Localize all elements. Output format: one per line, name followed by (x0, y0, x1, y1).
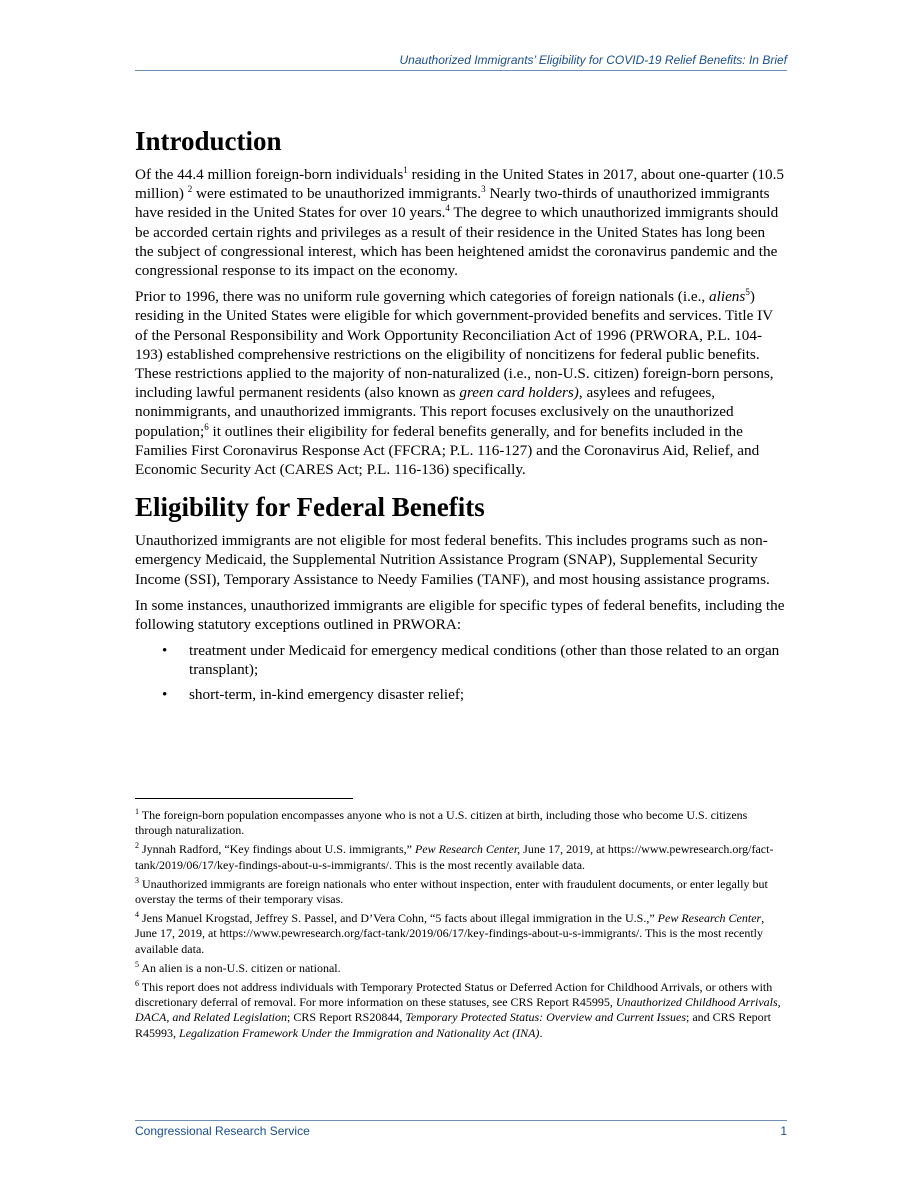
bullet-icon: • (162, 685, 168, 703)
text-run: were estimated to be unauthorized immigrants. (192, 185, 482, 203)
footnote-text: Jens Manuel Krogstad, Jeffrey S. Passel, and D’Vera Cohn, “5 facts about illegal immigration in the U.S.,” (139, 911, 658, 926)
text-run: it outlines their eligibility for federal benefits generally, and for benefits included in the Families First Coronavirus Response Act (FFCRA; P.L. 116-127) and the Coronavirus Aid, Relief, and Economic Security Act (CARES Act; P.L. 116-136) specifically. (135, 422, 760, 479)
exceptions-list (135, 641, 787, 704)
footnote-ref-1[interactable]: 1 (403, 164, 408, 175)
intro-paragraph-2 (135, 287, 787, 479)
eligibility-paragraph-2: In some instances, unauthorized immigrants are eligible for specific types of federal benefits, including the following statutory exceptions outlined in PRWORA: (135, 596, 785, 634)
footnote-5 (135, 961, 787, 976)
report-title: Legalization Framework Under the Immigration and Nationality Act (INA) (179, 1025, 540, 1040)
footnote-number: 3 (135, 875, 139, 885)
footnote-text: , June 17, 2019, at https://www.pewresearch.org/fact-tank/2019/06/17/key-findings-about-u-s-immigrants/. This is the most recently available data. (135, 911, 765, 956)
footnote-ref-5[interactable]: 5 (745, 287, 750, 298)
footnote-text: . (539, 1025, 543, 1040)
running-header: Unauthorized Immigrants’ Eligibility for COVID-19 Relief Benefits: In Brief (135, 53, 787, 71)
footnote-text: June 17, 2019, at https://www.pewresearch.org/fact-tank/2019/06/17/key-findings-about-u-s-immigrants/. This is the most recently available data. (135, 842, 774, 872)
footnote-number: 2 (135, 841, 139, 851)
footnote-2 (135, 842, 787, 872)
page-number: 1 (780, 1124, 787, 1138)
footnote-source: Pew Research Center, (414, 842, 521, 857)
text-run: The degree to which unauthorized immigrants should be accorded certain rights and privileges as a result of their residence in the United States has long been the subject of congressional interest, which has been heightened amidst the coronavirus pandemic and the congressional response to its impact on the economy. (135, 204, 779, 280)
footnote-number: 6 (135, 979, 139, 989)
footnote-source: Pew Research Center (657, 911, 762, 926)
footnote-ref-4[interactable]: 4 (445, 203, 450, 214)
footnote-number: 1 (135, 807, 139, 816)
footnote-text: ; and CRS Report R45993, (135, 1010, 772, 1040)
footnote-text: ; CRS Report RS20844, (287, 1010, 406, 1025)
running-footer (135, 1120, 787, 1138)
footnote-6 (135, 980, 787, 1041)
list-item-text: short-term, in-kind emergency disaster relief; (189, 685, 465, 703)
italic-term-aliens: aliens (709, 288, 746, 306)
footnotes (135, 808, 787, 1045)
eligibility-paragraph-1: Unauthorized immigrants are not eligible for most federal benefits. This includes programs such as non-emergency Medicaid, the Supplemental Nutrition Assistance Program (SNAP), Supplemental Security Income (SSI), Temporary Assistance to Needy Families (TANF), and most housing assistance programs. (135, 532, 770, 588)
text-run: Nearly two-thirds of unauthorized immigrants have resided in the United States for over 10 years. (135, 185, 770, 222)
footnote-ref-2[interactable]: 2 (187, 184, 193, 195)
footnote-4 (135, 911, 787, 957)
footnote-divider (135, 798, 353, 799)
report-title: Temporary Protected Status: Overview and Current Issues (405, 1010, 686, 1025)
text-run: Of the 44.4 million foreign-born individuals (135, 166, 404, 183)
text-run: ) residing in the United States were eligible for which government-provided benefits and services. Title IV of the Personal Responsibility and Work Opportunity Reconciliation Act of 1996 (PRWORA, P.L. 104-193) established comprehensive restrictions on the eligibility of noncitizens for federal public benefits. These restrictions applied to the majority of non-naturalized (i.e., non-U.S. citizen) foreign-born persons, including lawful permanent residents (also known as (135, 288, 774, 402)
footnote-text: This report does not address individuals with Temporary Protected Status or Deferred Action for Childhood Arrivals, or others with discretionary deferral of removal. For more information on these statuses, see CRS Report R45995, (135, 980, 773, 1010)
text-run: Prior to 1996, there was no uniform rule governing which categories of foreign nationals (i.e., (135, 288, 710, 306)
footnote-ref-6[interactable]: 6 (204, 421, 209, 432)
footnote-number: 4 (135, 910, 139, 920)
footnote-number: 5 (135, 959, 139, 969)
footnote-1 (135, 808, 787, 838)
list-item (162, 685, 787, 704)
bullet-icon: • (162, 642, 168, 660)
footnote-3 (135, 877, 787, 907)
list-item (162, 641, 787, 679)
intro-paragraph-1 (135, 165, 787, 280)
italic-term-green-card: green card holders) (459, 384, 579, 402)
footnote-text: The foreign-born population encompasses anyone who is not a U.S. citizen at birth, including those who become U.S. citizens through naturalization. (135, 808, 748, 838)
footnote-ref-3[interactable]: 3 (481, 184, 486, 195)
report-title: Unauthorized Childhood Arrivals, DACA, and Related Legislation (135, 995, 781, 1025)
section-heading-introduction: Introduction (135, 126, 282, 156)
section-heading-eligibility: Eligibility for Federal Benefits (135, 492, 485, 523)
list-item-text: treatment under Medicaid for emergency medical conditions (other than those related to an organ transplant); (189, 642, 780, 679)
text-run: , asylees and refugees, nonimmigrants, and unauthorized immigrants. This report focuses exclusively on the unauthorized population; (135, 384, 734, 440)
text-run: residing in the United States in 2017, about one-quarter (10.5 million) (135, 166, 785, 203)
body-content (135, 125, 787, 709)
footnote-text: Unauthorized immigrants are foreign nationals who enter without inspection, enter with fraudulent documents, or enter legally but overstay the terms of their temporary visas. (135, 876, 768, 907)
footnote-text: Jynnah Radford, “Key findings about U.S. immigrants,” (139, 842, 415, 857)
footer-org: Congressional Research Service (135, 1124, 310, 1138)
footnote-text: An alien is a non-U.S. citizen or national. (139, 960, 341, 975)
